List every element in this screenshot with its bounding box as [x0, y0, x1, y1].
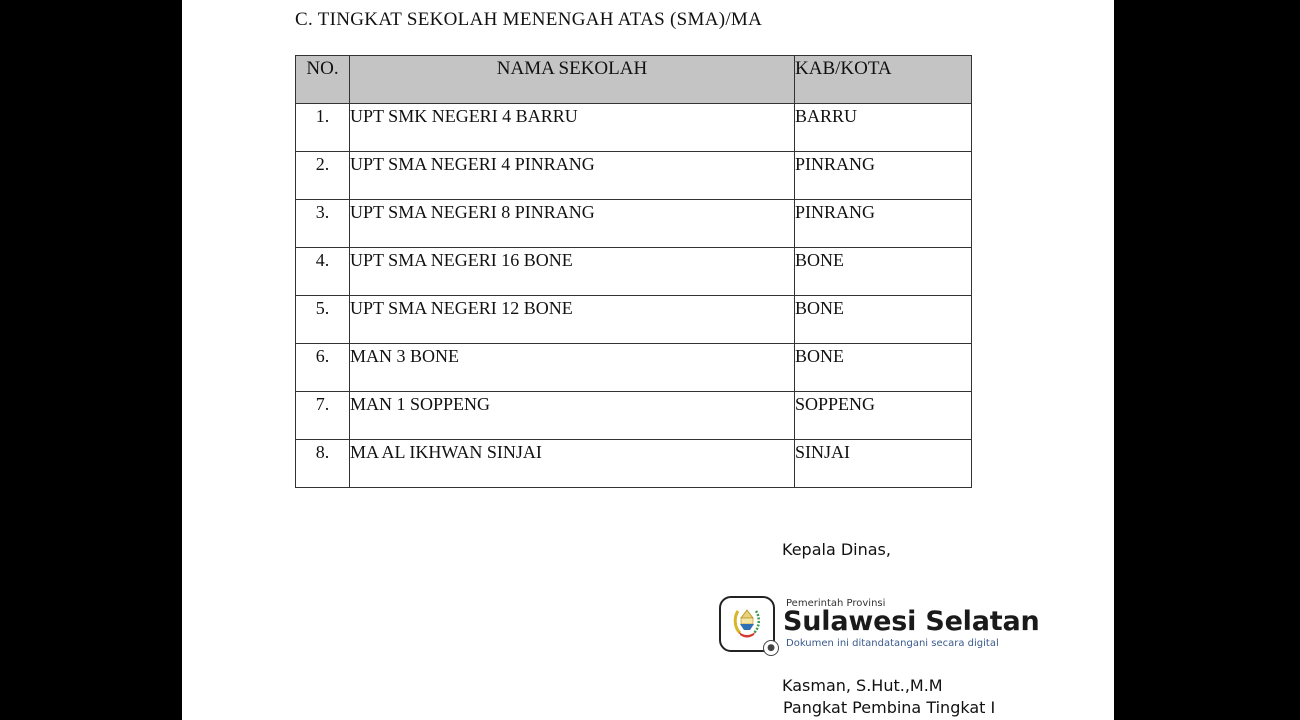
- row-kab-kota: PINRANG: [795, 200, 972, 248]
- row-no: 2.: [296, 152, 350, 200]
- row-school-name: MAN 1 SOPPENG: [350, 392, 795, 440]
- row-kab-kota: BONE: [795, 248, 972, 296]
- row-kab-kota: SINJAI: [795, 440, 972, 488]
- row-school-name: UPT SMA NEGERI 12 BONE: [350, 296, 795, 344]
- schools-table: [295, 55, 972, 488]
- stamp-org-name: Sulawesi Selatan: [783, 606, 1040, 637]
- table-row: [296, 152, 972, 200]
- table-row: [296, 440, 972, 488]
- row-no: 6.: [296, 344, 350, 392]
- row-no: 3.: [296, 200, 350, 248]
- row-kab-kota: BONE: [795, 296, 972, 344]
- row-school-name: MAN 3 BONE: [350, 344, 795, 392]
- table-row: [296, 344, 972, 392]
- row-kab-kota: SOPPENG: [795, 392, 972, 440]
- row-kab-kota: PINRANG: [795, 152, 972, 200]
- signer-rank: Pangkat Pembina Tingkat I: [783, 698, 996, 717]
- lock-icon: ●: [763, 640, 779, 656]
- signatory-title: Kepala Dinas,: [782, 540, 891, 559]
- table-row: [296, 392, 972, 440]
- stamp-digital-note: Dokumen ini ditandatangani secara digital: [786, 638, 999, 649]
- table-row: [296, 296, 972, 344]
- row-no: 8.: [296, 440, 350, 488]
- table-row: [296, 248, 972, 296]
- row-school-name: UPT SMA NEGERI 16 BONE: [350, 248, 795, 296]
- row-school-name: UPT SMA NEGERI 8 PINRANG: [350, 200, 795, 248]
- table-row: [296, 104, 972, 152]
- row-school-name: UPT SMK NEGERI 4 BARRU: [350, 104, 795, 152]
- row-kab-kota: BONE: [795, 344, 972, 392]
- row-kab-kota: BARRU: [795, 104, 972, 152]
- document-page: [182, 0, 1114, 720]
- header-school-name: NAMA SEKOLAH: [350, 56, 795, 104]
- row-no: 5.: [296, 296, 350, 344]
- section-title: C. TINGKAT SEKOLAH MENENGAH ATAS (SMA)/MA: [295, 9, 763, 30]
- table-header-row: [296, 56, 972, 104]
- row-school-name: UPT SMA NEGERI 4 PINRANG: [350, 152, 795, 200]
- stamp-org-small: Pemerintah Provinsi: [786, 598, 886, 609]
- table-row: [296, 200, 972, 248]
- row-no: 4.: [296, 248, 350, 296]
- header-no: NO.: [296, 56, 350, 104]
- row-no: 1.: [296, 104, 350, 152]
- row-no: 7.: [296, 392, 350, 440]
- row-school-name: MA AL IKHWAN SINJAI: [350, 440, 795, 488]
- provincial-emblem-icon: [732, 605, 762, 641]
- digital-signature-badge: [719, 596, 775, 652]
- header-kab-kota: KAB/KOTA: [795, 56, 972, 104]
- signer-name: Kasman, S.Hut.,M.M: [782, 676, 943, 695]
